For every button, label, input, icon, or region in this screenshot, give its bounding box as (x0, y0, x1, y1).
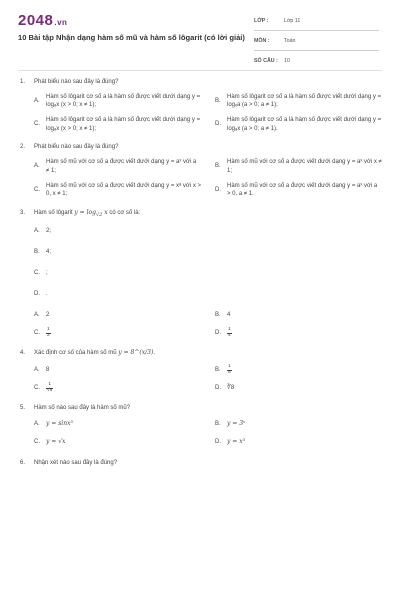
answer-option-a[interactable]: A. y = sinx³ (34, 420, 73, 428)
question-stem: Nhận xét nào sau đây là đúng? (34, 459, 118, 466)
question-number: 3. (20, 209, 26, 216)
meta-value: Lớp 11 (284, 18, 301, 24)
question-number: 1. (20, 79, 26, 85)
answer-option-a[interactable]: A. 2 (34, 311, 50, 318)
question-stem: Hàm số nào sau đây là hàm số mũ? (34, 405, 131, 411)
meta-value: 10 (284, 58, 290, 64)
question-stem: Phát biểu nào sau đây là đúng? (34, 79, 119, 85)
meta-label: LỚP : (254, 18, 269, 24)
header-divider (18, 70, 382, 71)
document-title: 10 Bài tập Nhận dạng hàm số mũ và hàm số lôgarit (có lời giải) (18, 33, 245, 42)
meta-label: MÔN : (254, 38, 270, 44)
question-stem: Xác định cơ số của hàm số mũ y = 8^(x/3). (34, 349, 155, 357)
fraction: $\frac{1}{8}$ (228, 363, 231, 375)
fraction: $\frac{1}{2}$ (47, 327, 50, 338)
question-6 (20, 459, 382, 468)
answer-list (20, 225, 382, 300)
answer-option-b[interactable]: B. Hàm số mũ với cơ số a được viết dưới dạng y = aˣ với x ≠ 1; (215, 159, 382, 174)
answer-option-a[interactable]: A. 8 (34, 366, 50, 373)
answer-option-a[interactable]: A. Hàm số lôgarit cơ số a là hàm số được viết dưới dạng y = logₐx (x > 0; x ≠ 1); (34, 93, 201, 109)
answer-list-item-c[interactable]: C. ; (34, 269, 48, 276)
answer-option-d[interactable]: D. Hàm số lôgarit cơ số a là hàm số được viết dưới dạng y = logₐx (a > 0; a ≠ 1). (215, 117, 382, 132)
answer-option-c[interactable]: C. Hàm số lôgarit cơ số a là hàm số được viết dưới dạng y = logₐx (x > 0; x ≠ 1); (34, 117, 201, 132)
question-stem: Hàm số lôgarit $y = \log_{√2} x$ có cơ số là: (34, 208, 141, 219)
question-list (20, 78, 382, 477)
answer-option-c[interactable]: C. $\frac{1}{2}$ (34, 327, 50, 338)
meta-row-class (254, 15, 379, 31)
answer-option-c[interactable]: C. Hàm số mũ với cơ số a được viết dưới dạng y = xᵃ với x > 0, x ≠ 1; (34, 182, 201, 198)
meta-row-subject (254, 35, 379, 51)
answer-list-item-b[interactable]: B. 4; (34, 248, 52, 255)
question-number: 2. (20, 144, 26, 151)
question-3 (20, 209, 382, 339)
question-5 (20, 404, 382, 449)
answer-list-item-a[interactable]: A. 2; (34, 227, 52, 234)
question-number: 4. (20, 350, 26, 357)
answer-option-d[interactable]: D. ∛8 (215, 384, 235, 391)
site-logo[interactable]: 2048.vn (18, 12, 68, 29)
question-1 (20, 78, 382, 133)
meta-value: Toán (284, 38, 296, 44)
answer-option-d[interactable]: D. $\frac{1}{4}$ (215, 327, 231, 338)
document-meta (254, 15, 379, 75)
question-4 (20, 349, 382, 394)
answer-option-d[interactable]: D. Hàm số mũ với cơ số a được viết dưới dạng y = aˣ với a > 0, a ≠ 1. (215, 182, 378, 198)
meta-label: SỐ CÂU : (254, 58, 278, 64)
fraction: $\frac{1}{4}$ (228, 327, 231, 338)
answer-option-b[interactable]: B. $\frac{1}{8}$ (215, 363, 231, 375)
fraction: $\frac{1}{√8}$ (47, 381, 53, 393)
answer-option-b[interactable]: B. Hàm số lôgarit cơ số a là hàm số được viết dưới dạng y = logₓa (a > 0; a ≠ 1); (215, 93, 382, 109)
answer-option-d[interactable]: D. y = x³ (215, 438, 246, 446)
question-number: 6. (20, 459, 26, 466)
answer-option-c[interactable]: C. $\frac{1}{√8}$ (34, 381, 53, 393)
answer-option-b[interactable]: B. y = 3ˣ (215, 420, 246, 428)
answer-option-b[interactable]: B. 4 (215, 311, 231, 318)
question-2 (20, 143, 382, 198)
answer-list-item-d[interactable]: D. . (34, 290, 48, 297)
meta-row-count (254, 55, 379, 71)
question-number: 5. (20, 405, 26, 411)
answer-option-a[interactable]: A. Hàm số mũ với cơ số a được viết dưới dạng y = aˣ với a ≠ 1; (34, 159, 197, 174)
answer-option-c[interactable]: C. y = √x (34, 438, 66, 446)
question-stem: Phát biểu nào sau đây là đúng? (34, 144, 119, 151)
